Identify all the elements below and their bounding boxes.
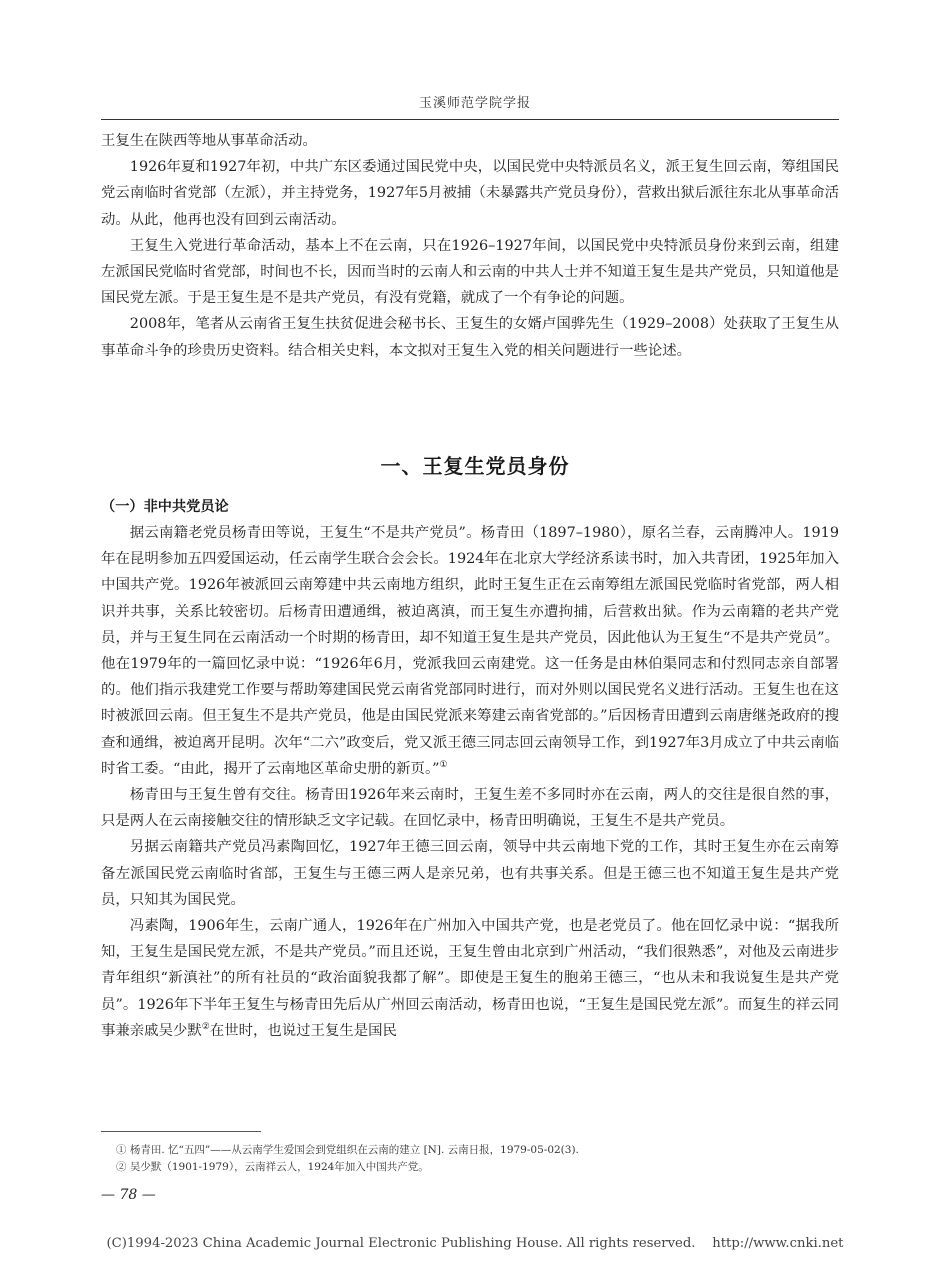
paragraph-continuation: 王复生在陕西等地从事革命活动。 [101, 133, 317, 149]
paragraph-text: 冯素陶，1906年生，云南广通人，1926年在广州加入中国共产党，也是老党员了。他在回忆录中说：“据我所知，王复生是国民党左派，不是共产党员。”而且还说，王复生曾由北京到广州活动，“我们很熟悉”，对他及云南进步青年组织“新滇社”的所有社员的“政治面貌我都了解”。即使是王复生的胞弟王德三，“也从未和我说复生是共产党员”。1926年下半年王复生与杨青田先后从广州回云南活动，杨青田也说，“王复生是国民党左派”。而复生的祥云同事兼亲戚吴少默 [101, 918, 839, 1039]
copyright-line: (C)1994-2023 China Academic Journal Electronic Publishing House. All rights reserved. http://www.cnki.net [106, 1236, 844, 1251]
footnote-marker[interactable]: ① [439, 760, 448, 771]
footnote: ② 吴少默（1901-1979），云南祥云人，1924年加入中国共产党。 [116, 1161, 429, 1173]
paragraph-text: 杨青田与王复生曾有交往。杨青田1926年来云南时，王复生差不多同时亦在云南，两人的交往是很自然的事，只是两人在云南接触交往的情形缺乏文字记载。在回忆录中，杨青田明确说，王复生不是共产党员。 [101, 787, 839, 830]
footnotes [116, 1142, 836, 1176]
section-text-block [101, 520, 839, 1044]
footnote-divider [101, 1131, 261, 1132]
paragraph: 2008年，笔者从云南省王复生扶贫促进会秘书长、王复生的女婿卢国骅先生（1929–2008）处获取了王复生从事革命斗争的珍贵历史资料。结合相关史料，本文拟对王复生入党的相关问题进行一些论述。 [101, 316, 839, 359]
page-number: — 78 — [101, 1187, 156, 1203]
intro-text-block [101, 128, 839, 364]
footnote-marker[interactable]: ② [201, 1022, 210, 1033]
paragraph: 1926年夏和1927年初，中共广东区委通过国民党中央，以国民党中央特派员名义，派王复生回云南，筹组国民党云南临时省党部（左派），并主持党务，1927年5月被捕（未暴露共产党员身份），营救出狱后派往东北从事革命活动。从此，他再也没有回到云南活动。 [101, 159, 839, 228]
paragraph [101, 520, 839, 782]
paragraph-text: 另据云南籍共产党员冯素陶回忆，1927年王德三回云南，领导中共云南地下党的工作，其时王复生亦在云南筹备左派国民党云南临时省部，王复生与王德三两人是亲兄弟，也有共事关系。但是王德三也不知道王复生是共产党员，只知其为国民党。 [101, 839, 839, 908]
subsection-heading: （一）非中共党员论 [101, 499, 229, 515]
paragraph [101, 913, 839, 1044]
paragraph-text-tail: 在世时，也说过王复生是国民 [209, 1022, 397, 1039]
journal-header-title: 玉溪师范学院学报 [418, 96, 531, 111]
paragraph [101, 782, 839, 834]
paragraph-text: 据云南籍老党员杨青田等说，王复生“不是共产党员”。杨青田（1897–1980），原名兰春，云南腾冲人。1919年在昆明参加五四爱国运动，任云南学生联合会会长。1924年在北京大学经济系读书时，加入共青团，1925年加入中国共产党。1926年被派回云南筹建中共云南地方组织，此时王复生正在云南筹组左派国民党临时省党部，两人相识并共事，关系比较密切。后杨青田遭通缉，被迫离滇，而王复生亦遭拘捕，后营救出狱。作为云南籍的老共产党员，并与王复生同在云南活动一个时期的杨青田，却不知道王复生是共产党员，因此他认为王复生“不是共产党员”。他在1979年的一篇回忆录中说：“1926年6月，党派我回云南建党。这一任务是由林伯渠同志和付烈同志亲自部署的。他们指示我建党工作要与帮助筹建国民党云南省党部同时进行，而对外则以国民党名义进行活动。王复生也在这时被派回云南。但王复生不是共产党员，他是由国民党派来筹建云南省党部的。”后因杨青田遭到云南唐继尧政府的搜查和通缉，被迫离开昆明。次年“二六”政变后，党又派王德三同志回云南领导工作，到1927年3月成立了中共云南临时省工委。“由此，揭开了云南地区革命史册的新页。” [101, 525, 839, 777]
paragraph: 王复生入党进行革命活动，基本上不在云南，只在1926–1927年间，以国民党中央特派员身份来到云南，组建左派国民党临时省党部，时间也不长，因而当时的云南人和云南的中共人士并不知道王复生是共产党员，只知道他是国民党左派。于是王复生是不是共产党员，有没有党籍，就成了一个有争论的问题。 [101, 237, 839, 307]
section-heading: 一、王复生党员身份 [380, 454, 570, 478]
header-divider [101, 119, 839, 120]
paragraph [101, 834, 839, 913]
footnote: ① 杨青田. 忆“五四”——从云南学生爱国会到党组织在云南的建立 [N]. 云南日报，1979-05-02(3). [116, 1144, 579, 1156]
